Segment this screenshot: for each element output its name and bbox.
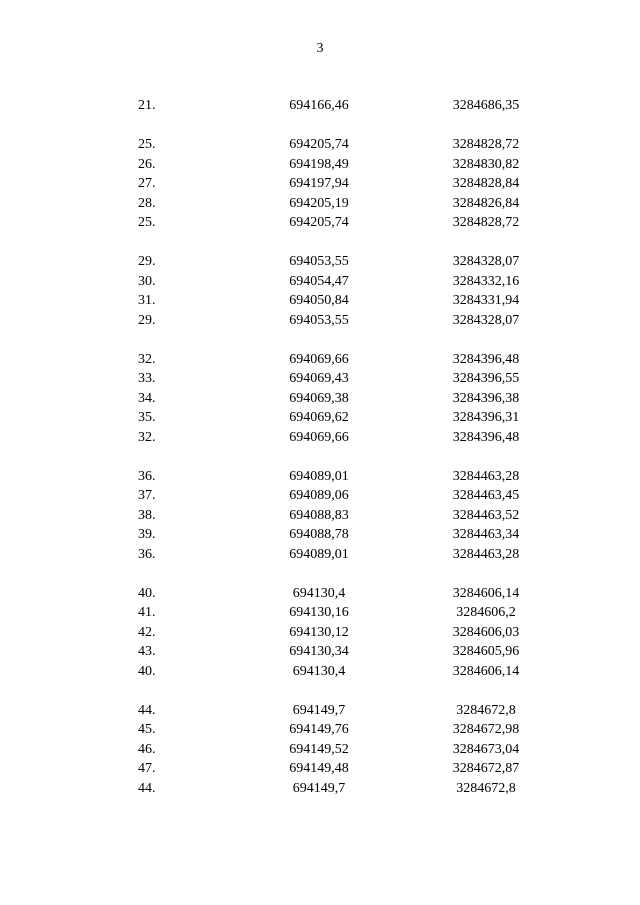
y-coordinate: 3284826,84 xyxy=(452,195,520,211)
coordinate-group xyxy=(0,467,640,565)
y-coordinate: 3284332,16 xyxy=(452,273,520,289)
y-coordinate: 3284828,72 xyxy=(452,137,520,152)
table-row xyxy=(0,467,640,487)
point-number: 33. xyxy=(138,371,156,386)
table-row xyxy=(0,584,640,604)
x-coordinate: 694149,52 xyxy=(289,741,349,757)
table-row xyxy=(0,642,640,662)
x-coordinate: 694069,66 xyxy=(289,429,349,445)
x-coordinate: 694089,01 xyxy=(289,468,349,484)
table-row xyxy=(0,779,640,799)
table-row xyxy=(0,135,640,155)
y-coordinate: 3284463,52 xyxy=(452,507,520,523)
coordinate-group xyxy=(0,96,640,116)
y-coordinate: 3284672,87 xyxy=(452,761,520,776)
point-number: 32. xyxy=(138,351,156,367)
x-coordinate: 694198,49 xyxy=(289,156,349,172)
x-coordinate: 694050,84 xyxy=(289,293,349,308)
x-coordinate: 694205,74 xyxy=(289,215,349,230)
x-coordinate: 694205,74 xyxy=(289,137,349,152)
point-number: 26. xyxy=(138,156,156,172)
point-number: 41. xyxy=(138,605,156,620)
y-coordinate: 3284673,04 xyxy=(452,741,520,757)
point-number: 46. xyxy=(138,741,156,757)
y-coordinate: 3284328,07 xyxy=(452,254,520,269)
y-coordinate: 3284463,28 xyxy=(452,546,520,562)
point-number: 38. xyxy=(138,507,156,523)
point-number: 42. xyxy=(138,624,156,640)
coordinate-group xyxy=(0,252,640,330)
x-coordinate: 694130,16 xyxy=(289,605,349,620)
point-number: 43. xyxy=(138,644,156,659)
x-coordinate: 694088,78 xyxy=(289,527,349,542)
table-row xyxy=(0,311,640,331)
table-row xyxy=(0,369,640,389)
y-coordinate: 3284463,45 xyxy=(452,488,520,503)
y-coordinate: 3284396,55 xyxy=(452,371,520,386)
x-coordinate: 694069,66 xyxy=(289,351,349,367)
y-coordinate: 3284606,2 xyxy=(456,605,516,620)
coordinates-table xyxy=(0,96,640,818)
x-coordinate: 694130,12 xyxy=(289,624,349,640)
x-coordinate: 694130,34 xyxy=(289,644,349,659)
x-coordinate: 694149,7 xyxy=(292,780,346,796)
table-row xyxy=(0,740,640,760)
point-number: 34. xyxy=(138,390,156,406)
coordinate-group xyxy=(0,350,640,448)
table-row xyxy=(0,408,640,428)
y-coordinate: 3284605,96 xyxy=(452,644,520,659)
y-coordinate: 3284463,34 xyxy=(452,527,520,542)
point-number: 25. xyxy=(138,215,156,230)
x-coordinate: 694149,7 xyxy=(292,702,346,718)
point-number: 32. xyxy=(138,429,156,445)
table-row xyxy=(0,272,640,292)
x-coordinate: 694149,76 xyxy=(289,722,349,737)
x-coordinate: 694053,55 xyxy=(289,254,349,269)
x-coordinate: 694197,94 xyxy=(289,176,349,191)
table-row xyxy=(0,623,640,643)
table-row xyxy=(0,720,640,740)
table-row xyxy=(0,662,640,682)
table-row xyxy=(0,213,640,233)
table-row xyxy=(0,428,640,448)
table-row xyxy=(0,603,640,623)
y-coordinate: 3284331,94 xyxy=(452,293,520,308)
point-number: 29. xyxy=(138,312,156,328)
point-number: 39. xyxy=(138,527,156,542)
table-row xyxy=(0,701,640,721)
x-coordinate: 694166,46 xyxy=(289,98,349,113)
x-coordinate: 694069,62 xyxy=(289,410,349,425)
y-coordinate: 3284396,48 xyxy=(452,351,520,367)
y-coordinate: 3284396,48 xyxy=(452,429,520,445)
point-number: 36. xyxy=(138,546,156,562)
table-row xyxy=(0,174,640,194)
y-coordinate: 3284672,8 xyxy=(456,702,516,718)
y-coordinate: 3284672,8 xyxy=(456,780,516,796)
point-number: 21. xyxy=(138,98,156,113)
table-row xyxy=(0,194,640,214)
point-number: 31. xyxy=(138,293,156,308)
x-coordinate: 694205,19 xyxy=(289,195,349,211)
y-coordinate: 3284672,98 xyxy=(452,722,520,737)
x-coordinate: 694069,43 xyxy=(289,371,349,386)
point-number: 37. xyxy=(138,488,156,503)
coordinate-group xyxy=(0,135,640,233)
point-number: 44. xyxy=(138,780,156,796)
y-coordinate: 3284828,72 xyxy=(452,215,520,230)
point-number: 45. xyxy=(138,722,156,737)
coordinate-group xyxy=(0,701,640,799)
coordinate-group xyxy=(0,584,640,682)
point-number: 35. xyxy=(138,410,156,425)
x-coordinate: 694130,4 xyxy=(292,585,346,601)
y-coordinate: 3284463,28 xyxy=(452,468,520,484)
x-coordinate: 694130,4 xyxy=(292,663,346,679)
x-coordinate: 694054,47 xyxy=(289,273,349,289)
table-row xyxy=(0,252,640,272)
point-number: 28. xyxy=(138,195,156,211)
point-number: 36. xyxy=(138,468,156,484)
table-row xyxy=(0,389,640,409)
x-coordinate: 694089,06 xyxy=(289,488,349,503)
table-row xyxy=(0,759,640,779)
x-coordinate: 694089,01 xyxy=(289,546,349,562)
table-row xyxy=(0,350,640,370)
y-coordinate: 3284828,84 xyxy=(452,176,520,191)
x-coordinate: 694088,83 xyxy=(289,507,349,523)
y-coordinate: 3284396,31 xyxy=(452,410,520,425)
y-coordinate: 3284606,03 xyxy=(452,624,520,640)
x-coordinate: 694053,55 xyxy=(289,312,349,328)
point-number: 29. xyxy=(138,254,156,269)
table-row xyxy=(0,545,640,565)
y-coordinate: 3284830,82 xyxy=(452,156,520,172)
point-number: 44. xyxy=(138,702,156,718)
point-number: 40. xyxy=(138,585,156,601)
page-number: 3 xyxy=(316,41,324,56)
y-coordinate: 3284396,38 xyxy=(452,390,520,406)
x-coordinate: 694149,48 xyxy=(289,761,349,776)
point-number: 25. xyxy=(138,137,156,152)
point-number: 40. xyxy=(138,663,156,679)
table-row xyxy=(0,96,640,116)
table-row xyxy=(0,525,640,545)
point-number: 47. xyxy=(138,761,156,776)
y-coordinate: 3284328,07 xyxy=(452,312,520,328)
table-row xyxy=(0,506,640,526)
y-coordinate: 3284686,35 xyxy=(452,98,520,113)
table-row xyxy=(0,155,640,175)
point-number: 30. xyxy=(138,273,156,289)
table-row xyxy=(0,486,640,506)
y-coordinate: 3284606,14 xyxy=(452,585,520,601)
y-coordinate: 3284606,14 xyxy=(452,663,520,679)
x-coordinate: 694069,38 xyxy=(289,390,349,406)
table-row xyxy=(0,291,640,311)
point-number: 27. xyxy=(138,176,156,191)
